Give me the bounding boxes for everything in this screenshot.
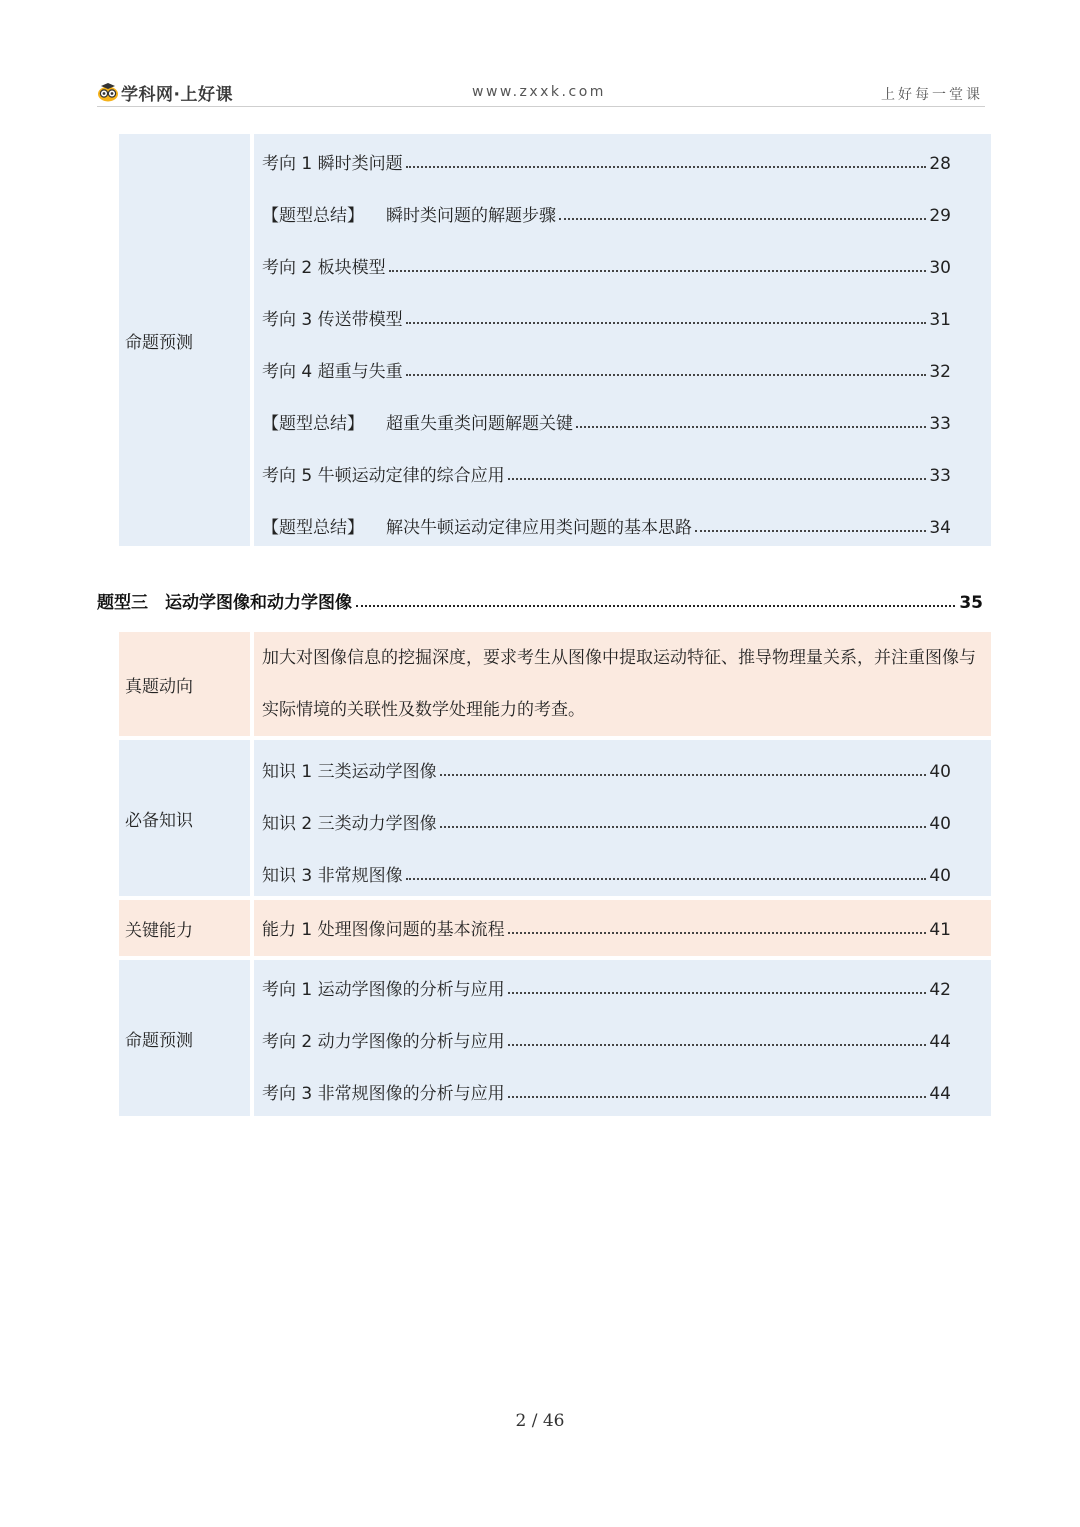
toc-entry-page: 30 [929,258,951,278]
toc-entry[interactable] [262,486,951,538]
header-slogan: 上好每一堂课 [881,87,983,103]
top-toc-block [119,134,991,550]
toc-entry-subtitle: 超重失重类问题解题关键 [386,414,573,434]
toc-entry-page: 42 [929,980,951,1000]
page-number: 2 / 46 [515,1411,565,1431]
toc-entry[interactable] [262,900,951,940]
toc-entry-title: 【题型总结】 [262,518,364,538]
mingti-row-top [119,134,991,546]
dot-leader [406,373,927,376]
site-url[interactable]: www.zxxk.com [472,84,606,100]
bibei-entries [254,740,991,896]
toc-entry-page: 34 [929,518,951,538]
toc-entry[interactable] [262,740,951,782]
toc-entry-title: 知识 3 非常规图像 [262,866,403,886]
toc-entry[interactable] [262,330,951,382]
bibei-row [119,740,991,896]
toc-entry-title: 能力 1 处理图像问题的基本流程 [262,920,505,940]
owl-logo-icon [97,82,119,102]
toc-entry[interactable] [262,382,951,434]
section-heading[interactable] [97,588,983,613]
section-page: 35 [959,593,983,613]
toc-entry[interactable] [262,174,951,226]
toc-entry-subtitle: 解决牛顿运动定律应用类问题的基本思路 [386,518,692,538]
logo [97,80,233,104]
toc-entry-title: 考向 2 动力学图像的分析与应用 [262,1032,505,1052]
zhenti-description: 加大对图像信息的挖掘深度，要求考生从图像中提取运动特征、推导物理量关系，并注重图像与实际情境的关联性及数学处理能力的考查。 [262,648,976,720]
guanjian-row [119,900,991,956]
toc-entry-title: 知识 2 三类动力学图像 [262,814,437,834]
row-label: 命题预测 [119,134,250,546]
dot-leader [508,991,927,994]
toc-entry-page: 29 [929,206,951,226]
toc-entry-title: 考向 3 非常规图像的分析与应用 [262,1084,505,1104]
dot-leader [508,931,927,934]
section-toc-block [119,632,991,1120]
section-title: 题型三 运动学图像和动力学图像 [97,593,352,613]
toc-entry-title: 考向 3 传送带模型 [262,310,403,330]
toc-entry-page: 33 [929,414,951,434]
toc-entry[interactable] [262,226,951,278]
mingti-entries [254,960,991,1116]
toc-entry-title: 考向 4 超重与失重 [262,362,403,382]
toc-entry[interactable] [262,1000,951,1052]
toc-entry[interactable] [262,834,951,886]
guanjian-entries [254,900,991,956]
toc-entry-title: 【题型总结】 [262,414,364,434]
toc-entry-title: 考向 1 瞬时类问题 [262,154,403,174]
toc-entry-title: 【题型总结】 [262,206,364,226]
toc-entry[interactable] [262,960,951,1000]
toc-entry-title: 考向 1 运动学图像的分析与应用 [262,980,505,1000]
toc-entry-page: 40 [929,866,951,886]
dot-leader [440,825,927,828]
logo-text: 学科网·上好课 [121,84,233,105]
toc-entry[interactable] [262,134,951,174]
zhenti-content [254,632,991,736]
dot-leader [356,605,955,607]
dot-leader [508,1043,927,1046]
dot-leader [576,425,926,428]
dot-leader [559,217,926,220]
toc-entry[interactable] [262,1052,951,1104]
dot-leader [389,269,927,272]
dot-leader [406,321,927,324]
toc-entry-title: 考向 5 牛顿运动定律的综合应用 [262,466,505,486]
toc-entry[interactable] [262,434,951,486]
dot-leader [508,1095,927,1098]
toc-entry-page: 41 [929,920,951,940]
dot-leader [695,529,926,532]
zhenti-row [119,632,991,736]
toc-entry-page: 44 [929,1084,951,1104]
toc-entry-page: 32 [929,362,951,382]
toc-entry-page: 40 [929,814,951,834]
dot-leader [440,773,927,776]
page-header [97,78,985,107]
toc-entry-title: 知识 1 三类运动学图像 [262,762,437,782]
toc-entry-page: 31 [929,310,951,330]
row-label: 必备知识 [119,740,250,896]
mingti-row [119,960,991,1116]
toc-entry-page: 28 [929,154,951,174]
toc-entry-page: 44 [929,1032,951,1052]
dot-leader [406,165,927,168]
toc-entry-subtitle: 瞬时类问题的解题步骤 [386,206,556,226]
toc-entry[interactable] [262,278,951,330]
toc-entry[interactable] [262,782,951,834]
row-label: 命题预测 [119,960,250,1116]
dot-leader [508,477,927,480]
toc-entries [254,134,991,546]
row-label: 关键能力 [119,900,250,956]
toc-entry-title: 考向 2 板块模型 [262,258,386,278]
row-label: 真题动向 [119,632,250,736]
dot-leader [406,877,927,880]
toc-entry-page: 33 [929,466,951,486]
toc-entry-page: 40 [929,762,951,782]
